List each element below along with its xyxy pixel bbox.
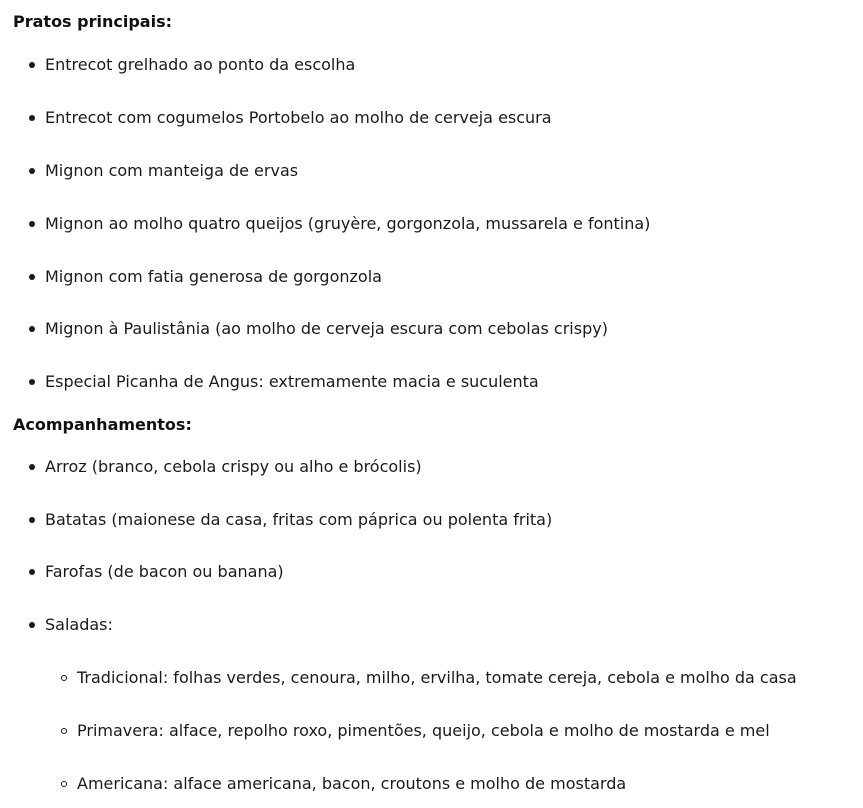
list-item-label: Mignon com manteiga de ervas bbox=[45, 161, 299, 180]
bullet-disc-icon bbox=[29, 379, 35, 385]
list-item-label: Mignon ao molho quatro queijos (gruyère, gorgonzola, mussarela e fontina) bbox=[45, 214, 651, 233]
bullet-disc-icon bbox=[29, 622, 35, 628]
list-item bbox=[45, 457, 422, 477]
list-item bbox=[45, 214, 650, 234]
list-item-label: Mignon com fatia generosa de gorgonzola bbox=[45, 267, 382, 286]
bullet-circle-icon bbox=[61, 675, 67, 681]
sub-list-item-label: Primavera: alface, repolho roxo, pimentões, queijo, cebola e molho de mostarda e mel bbox=[77, 721, 770, 740]
bullet-disc-icon bbox=[29, 168, 35, 174]
sub-list-item-label: Americana: alface americana, bacon, croutons e molho de mostarda bbox=[77, 774, 627, 793]
list-item bbox=[45, 55, 355, 75]
list-item-label: Saladas: bbox=[45, 615, 113, 634]
list-item bbox=[45, 267, 382, 287]
list-item-label: Entrecot grelhado ao ponto da escolha bbox=[45, 55, 356, 74]
sub-list-item bbox=[77, 668, 797, 688]
bullet-disc-icon bbox=[29, 115, 35, 121]
section-heading-acompanhamentos: Acompanhamentos: bbox=[13, 415, 192, 434]
list-item-label: Batatas (maionese da casa, fritas com páprica ou polenta frita) bbox=[45, 510, 553, 529]
bullet-disc-icon bbox=[29, 464, 35, 470]
list-item bbox=[45, 108, 552, 128]
section-heading-pratos-principais: Pratos principais: bbox=[13, 12, 172, 31]
list-item bbox=[45, 161, 298, 181]
list-item bbox=[45, 562, 284, 582]
bullet-disc-icon bbox=[29, 569, 35, 575]
list-item-label: Entrecot com cogumelos Portobelo ao molho de cerveja escura bbox=[45, 108, 552, 127]
list-item-label: Mignon à Paulistânia (ao molho de cerveja escura com cebolas crispy) bbox=[45, 319, 608, 338]
list-item-label: Arroz (branco, cebola crispy ou alho e brócolis) bbox=[45, 457, 422, 476]
sub-list-item bbox=[77, 721, 770, 741]
list-item bbox=[45, 372, 539, 392]
bullet-disc-icon bbox=[29, 274, 35, 280]
bullet-disc-icon bbox=[29, 221, 35, 227]
bullet-circle-icon bbox=[61, 728, 67, 734]
sub-list-item bbox=[77, 774, 626, 794]
list-item bbox=[45, 510, 552, 530]
list-item-label: Especial Picanha de Angus: extremamente macia e suculenta bbox=[45, 372, 539, 391]
bullet-disc-icon bbox=[29, 517, 35, 523]
bullet-disc-icon bbox=[29, 62, 35, 68]
list-item bbox=[45, 615, 113, 635]
bullet-circle-icon bbox=[61, 781, 67, 787]
sub-list-item-label: Tradicional: folhas verdes, cenoura, milho, ervilha, tomate cereja, cebola e molho da casa bbox=[77, 668, 797, 687]
list-item-label: Farofas (de bacon ou banana) bbox=[45, 562, 284, 581]
bullet-disc-icon bbox=[29, 326, 35, 332]
list-item bbox=[45, 319, 608, 339]
